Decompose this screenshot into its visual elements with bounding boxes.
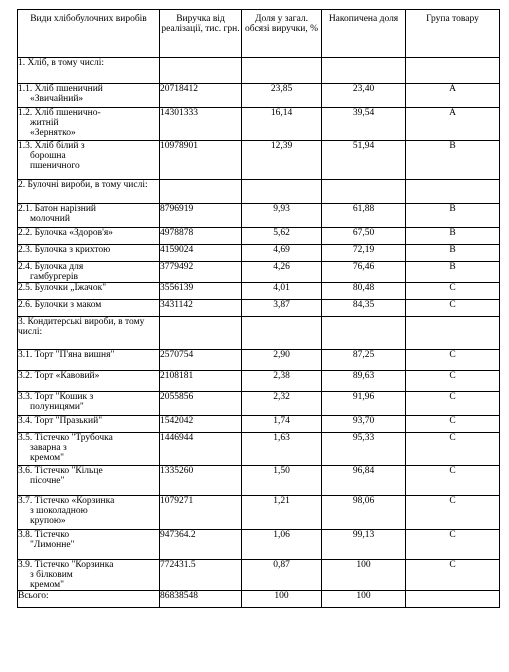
table-row bbox=[18, 350, 500, 371]
share-cell: 4,01 bbox=[242, 283, 322, 300]
product-name-line: житній bbox=[30, 118, 59, 128]
header-revenue: Виручка від реалізації, тис. грн. bbox=[160, 10, 242, 58]
share-cell: 2,38 bbox=[242, 371, 322, 392]
product-name-cell: Всього: bbox=[18, 591, 160, 608]
table-row bbox=[18, 245, 500, 262]
product-name-line: 3.9. Тістечко "Корзинка bbox=[18, 560, 114, 570]
share-cell bbox=[242, 180, 322, 204]
group-cell: С bbox=[406, 300, 500, 317]
share-cell: 1,06 bbox=[242, 530, 322, 560]
product-name-line: 2.4. Булочка для bbox=[18, 262, 84, 272]
cumulative-cell: 67,50 bbox=[322, 228, 406, 245]
product-name-cell bbox=[18, 392, 160, 416]
group-cell: С bbox=[406, 371, 500, 392]
revenue-cell: 772431.5 bbox=[160, 560, 242, 591]
cumulative-cell: 100 bbox=[322, 591, 406, 608]
product-name-line: 3.2. Торт «Кавовий» bbox=[18, 371, 100, 381]
share-cell bbox=[242, 58, 322, 84]
group-cell: С bbox=[406, 350, 500, 371]
product-name-line: кремом" bbox=[30, 453, 65, 463]
share-cell bbox=[242, 317, 322, 350]
section-row bbox=[18, 58, 500, 84]
table-row bbox=[18, 204, 500, 228]
product-name-cell bbox=[18, 433, 160, 466]
total-row bbox=[18, 591, 500, 608]
table-row bbox=[18, 108, 500, 141]
table-row bbox=[18, 141, 500, 180]
group-cell: С bbox=[406, 560, 500, 591]
revenue-cell: 14301333 bbox=[160, 108, 242, 141]
share-cell: 0,87 bbox=[242, 560, 322, 591]
section-name-cell: 2. Булочні вироби, в тому числі: bbox=[18, 180, 160, 204]
revenue-cell: 2108181 bbox=[160, 371, 242, 392]
revenue-cell bbox=[160, 180, 242, 204]
table-row bbox=[18, 433, 500, 466]
header-cumulative: Накопичена доля bbox=[322, 10, 406, 58]
product-name-cell bbox=[18, 560, 160, 591]
section-row bbox=[18, 317, 500, 350]
share-cell: 1,63 bbox=[242, 433, 322, 466]
share-cell: 1,50 bbox=[242, 466, 322, 496]
group-cell: С bbox=[406, 433, 500, 466]
product-name-cell bbox=[18, 262, 160, 283]
product-name-line: 3.5. Тістечко "Трубочка bbox=[18, 433, 113, 443]
table-row bbox=[18, 392, 500, 416]
table-row bbox=[18, 466, 500, 496]
group-cell: С bbox=[406, 392, 500, 416]
product-name-line: з білковим bbox=[30, 570, 73, 580]
product-name-line: 2.2. Булочка «Здоров'я» bbox=[18, 228, 113, 238]
section-name-cell: 3. Кондитерські вироби, в тому числі: bbox=[18, 317, 160, 350]
group-cell: С bbox=[406, 283, 500, 300]
product-name-line: 2.5. Булочки „Їжачок" bbox=[18, 283, 107, 293]
revenue-cell: 20718412 bbox=[160, 84, 242, 108]
product-name-cell bbox=[18, 466, 160, 496]
group-cell bbox=[406, 180, 500, 204]
product-name-line: пісочне" bbox=[30, 476, 65, 486]
group-cell bbox=[406, 591, 500, 608]
cumulative-cell bbox=[322, 180, 406, 204]
product-name-cell bbox=[18, 530, 160, 560]
revenue-cell: 4159024 bbox=[160, 245, 242, 262]
group-cell: В bbox=[406, 245, 500, 262]
share-cell: 12,39 bbox=[242, 141, 322, 180]
product-name-line: 3.4. Торт "Празький" bbox=[18, 416, 103, 426]
product-name-cell bbox=[18, 496, 160, 530]
revenue-cell bbox=[160, 317, 242, 350]
revenue-cell: 8796919 bbox=[160, 204, 242, 228]
product-name-line: "Лимонне" bbox=[30, 540, 75, 550]
product-name-line: 3.7. Тістечко «Корзинка bbox=[18, 496, 115, 506]
product-name-line: полуницями" bbox=[30, 402, 84, 412]
share-cell: 4,26 bbox=[242, 262, 322, 283]
table-row bbox=[18, 262, 500, 283]
cumulative-cell: 100 bbox=[322, 560, 406, 591]
share-cell: 5,62 bbox=[242, 228, 322, 245]
abc-analysis-table bbox=[17, 9, 500, 608]
group-cell: С bbox=[406, 416, 500, 433]
table-row bbox=[18, 84, 500, 108]
cumulative-cell bbox=[322, 317, 406, 350]
table-row bbox=[18, 300, 500, 317]
group-cell: С bbox=[406, 496, 500, 530]
revenue-cell: 947364.2 bbox=[160, 530, 242, 560]
product-name-line: гамбургерів bbox=[30, 272, 78, 282]
product-name-line: молочний bbox=[30, 214, 70, 224]
cumulative-cell: 80,48 bbox=[322, 283, 406, 300]
product-name-cell bbox=[18, 283, 160, 300]
product-name-cell bbox=[18, 141, 160, 180]
product-name-cell bbox=[18, 416, 160, 433]
table-row bbox=[18, 371, 500, 392]
revenue-cell: 2570754 bbox=[160, 350, 242, 371]
cumulative-cell: 95,33 bbox=[322, 433, 406, 466]
header-product-type: Види хлібобулочних виробів bbox=[18, 10, 160, 58]
table-row bbox=[18, 530, 500, 560]
share-cell: 4,69 bbox=[242, 245, 322, 262]
share-cell: 9,93 bbox=[242, 204, 322, 228]
group-cell: С bbox=[406, 466, 500, 496]
product-name-cell bbox=[18, 204, 160, 228]
table-row bbox=[18, 496, 500, 530]
revenue-cell: 1542042 bbox=[160, 416, 242, 433]
cumulative-cell: 99,13 bbox=[322, 530, 406, 560]
product-name-cell bbox=[18, 228, 160, 245]
revenue-cell: 1446944 bbox=[160, 433, 242, 466]
section-row bbox=[18, 180, 500, 204]
cumulative-cell: 39,54 bbox=[322, 108, 406, 141]
table-row bbox=[18, 560, 500, 591]
share-cell: 2,90 bbox=[242, 350, 322, 371]
product-name-line: кремом" bbox=[30, 580, 65, 590]
product-name-cell bbox=[18, 350, 160, 371]
product-name-line: 3.1. Торт "П'яна вишня" bbox=[18, 350, 115, 360]
product-name-cell bbox=[18, 245, 160, 262]
product-name-line: 1.2. Хліб пшенично- bbox=[18, 108, 101, 118]
group-cell: А bbox=[406, 108, 500, 141]
revenue-cell: 4978878 bbox=[160, 228, 242, 245]
product-name-line: борошна bbox=[30, 151, 66, 161]
section-name-cell: 1. Хліб, в тому числі: bbox=[18, 58, 160, 84]
header-group: Група товару bbox=[406, 10, 500, 58]
group-cell bbox=[406, 317, 500, 350]
cumulative-cell: 98,06 bbox=[322, 496, 406, 530]
revenue-cell: 1079271 bbox=[160, 496, 242, 530]
revenue-cell: 3779492 bbox=[160, 262, 242, 283]
cumulative-cell: 96,84 bbox=[322, 466, 406, 496]
revenue-cell: 2055856 bbox=[160, 392, 242, 416]
cumulative-cell: 23,40 bbox=[322, 84, 406, 108]
revenue-cell: 3556139 bbox=[160, 283, 242, 300]
cumulative-cell: 51,94 bbox=[322, 141, 406, 180]
header-row bbox=[18, 10, 500, 58]
product-name-line: «Звичайний» bbox=[30, 94, 84, 104]
table-body bbox=[18, 58, 500, 608]
group-cell: В bbox=[406, 262, 500, 283]
share-cell: 16,14 bbox=[242, 108, 322, 141]
product-name-line: пшеничного bbox=[30, 161, 80, 171]
revenue-cell bbox=[160, 58, 242, 84]
product-name-line: 2.1. Батон нарізний bbox=[18, 204, 96, 214]
cumulative-cell bbox=[322, 58, 406, 84]
cumulative-cell: 76,46 bbox=[322, 262, 406, 283]
cumulative-cell: 89,63 bbox=[322, 371, 406, 392]
share-cell: 23,85 bbox=[242, 84, 322, 108]
product-name-line: заварна з bbox=[30, 443, 67, 453]
product-name-line: 2.6. Булочки з маком bbox=[18, 300, 102, 310]
cumulative-cell: 72,19 bbox=[322, 245, 406, 262]
group-cell bbox=[406, 58, 500, 84]
share-cell: 3,87 bbox=[242, 300, 322, 317]
product-name-line: «Зернятко» bbox=[30, 128, 76, 138]
product-name-cell bbox=[18, 371, 160, 392]
product-name-line: 3.6. Тістечко "Кільце bbox=[18, 466, 103, 476]
group-cell: А bbox=[406, 84, 500, 108]
table-row bbox=[18, 283, 500, 300]
table-row bbox=[18, 228, 500, 245]
cumulative-cell: 61,88 bbox=[322, 204, 406, 228]
product-name-line: 1.3. Хліб білий з bbox=[18, 141, 85, 151]
revenue-cell: 1335260 bbox=[160, 466, 242, 496]
product-name-line: з шоколадною bbox=[30, 506, 88, 516]
cumulative-cell: 84,35 bbox=[322, 300, 406, 317]
revenue-cell: 10978901 bbox=[160, 141, 242, 180]
product-name-line: 1.1. Хліб пшеничний bbox=[18, 84, 103, 94]
product-name-line: 3.3. Торт "Кошик з bbox=[18, 392, 94, 402]
cumulative-cell: 93,70 bbox=[322, 416, 406, 433]
product-name-line: крупою» bbox=[30, 516, 66, 526]
table-row bbox=[18, 416, 500, 433]
revenue-cell: 86838548 bbox=[160, 591, 242, 608]
group-cell: В bbox=[406, 141, 500, 180]
share-cell: 1,74 bbox=[242, 416, 322, 433]
share-cell: 2,32 bbox=[242, 392, 322, 416]
product-name-cell bbox=[18, 108, 160, 141]
product-name-line: 2.3. Булочка з крихтою bbox=[18, 245, 111, 255]
group-cell: В bbox=[406, 204, 500, 228]
group-cell: В bbox=[406, 228, 500, 245]
share-cell: 100 bbox=[242, 591, 322, 608]
cumulative-cell: 87,25 bbox=[322, 350, 406, 371]
group-cell: С bbox=[406, 530, 500, 560]
cumulative-cell: 91,96 bbox=[322, 392, 406, 416]
product-name-cell bbox=[18, 84, 160, 108]
product-name-cell bbox=[18, 300, 160, 317]
product-name-line: 3.8. Тістечко bbox=[18, 530, 70, 540]
header-share: Доля у загал. обсязі виручки, % bbox=[242, 10, 322, 58]
share-cell: 1,21 bbox=[242, 496, 322, 530]
revenue-cell: 3431142 bbox=[160, 300, 242, 317]
